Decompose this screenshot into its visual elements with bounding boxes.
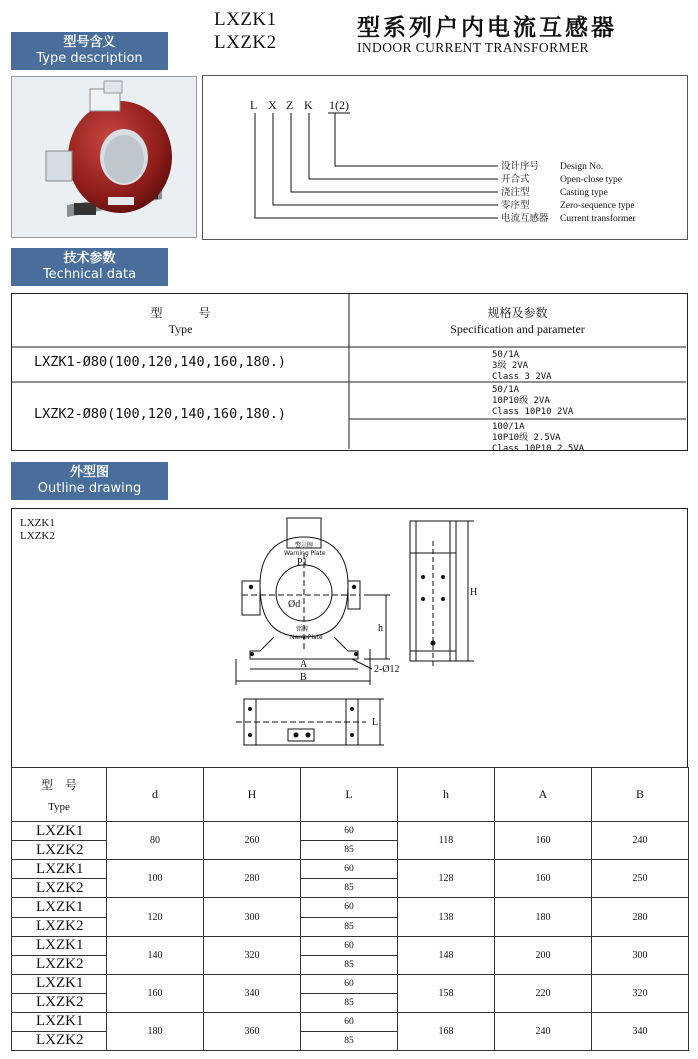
tech-spec-block bbox=[492, 350, 552, 383]
dims-cell-H: 300 bbox=[204, 898, 301, 936]
dims-cell-L: 60 bbox=[301, 822, 398, 841]
outline-drawing-box bbox=[11, 508, 688, 768]
dims-cell-d: 120 bbox=[107, 898, 204, 936]
dims-cell-h: 148 bbox=[398, 936, 495, 974]
dims-cell-B: 240 bbox=[592, 822, 689, 860]
dims-header-row bbox=[12, 768, 689, 822]
dim-b: B bbox=[300, 672, 307, 683]
dims-cell-H: 360 bbox=[204, 1012, 301, 1050]
dims-cell-L: 85 bbox=[301, 841, 398, 860]
name-plate-cn: 铭牌 bbox=[296, 626, 309, 633]
banner-cn: 技术参数 bbox=[63, 251, 116, 266]
banner-cn: 型号含义 bbox=[63, 35, 116, 50]
model-code-2: LXZK2 bbox=[214, 32, 277, 53]
dim-a: A bbox=[300, 659, 308, 670]
dims-header-A: A bbox=[495, 768, 592, 822]
dim-l: L bbox=[372, 717, 379, 728]
dims-cell-B: 300 bbox=[592, 936, 689, 974]
designation-row-cn: 开合式 bbox=[501, 174, 530, 185]
dims-cell-L: 60 bbox=[301, 1012, 398, 1031]
dims-cell-h: 118 bbox=[398, 822, 495, 860]
dims-cell-L: 60 bbox=[301, 860, 398, 879]
dims-cell-H: 260 bbox=[204, 822, 301, 860]
tech-header-type-cn: 型 号 bbox=[150, 306, 211, 320]
dims-cell-B: 280 bbox=[592, 898, 689, 936]
tech-spec-block bbox=[492, 422, 584, 455]
dims-model: LXZK1 bbox=[12, 822, 107, 841]
designation-row-en: Design No. bbox=[560, 162, 604, 172]
outline-drawing bbox=[12, 509, 686, 767]
model-codes bbox=[214, 8, 277, 54]
dims-cell-d: 140 bbox=[107, 936, 204, 974]
dims-header-type bbox=[12, 768, 107, 822]
product-photo bbox=[11, 76, 197, 238]
spec-line: Class 3 2VA bbox=[492, 372, 552, 382]
dims-cell-d: 100 bbox=[107, 860, 204, 898]
table-row bbox=[12, 974, 689, 993]
dims-cell-A: 220 bbox=[495, 974, 592, 1012]
banner-en: Outline drawing bbox=[37, 481, 142, 496]
table-row bbox=[12, 822, 689, 841]
designation-row-en: Open-close type bbox=[560, 175, 622, 185]
table-row bbox=[12, 936, 689, 955]
dims-header-h: h bbox=[398, 768, 495, 822]
designation-diagram-box bbox=[202, 75, 688, 240]
code-letter: Z bbox=[286, 98, 294, 112]
dims-header-type-en: Type bbox=[48, 801, 70, 814]
dims-model: LXZK1 bbox=[12, 936, 107, 955]
section-banner-outline-drawing bbox=[11, 462, 168, 500]
outline-model: LXZK1 bbox=[20, 517, 55, 529]
dims-cell-L: 85 bbox=[301, 1031, 398, 1050]
designation-row-cn: 设计序号 bbox=[501, 161, 540, 172]
model-code-1: LXZK1 bbox=[214, 9, 277, 30]
dims-cell-A: 200 bbox=[495, 936, 592, 974]
dims-cell-A: 160 bbox=[495, 860, 592, 898]
dims-cell-B: 340 bbox=[592, 1012, 689, 1050]
transformer-photo-illustration bbox=[12, 77, 197, 238]
spec-line: Class 10P10 2.5VA bbox=[492, 444, 585, 454]
spec-line: 10P10级 2VA bbox=[492, 396, 550, 406]
designation-row-cn: 电流互感器 bbox=[501, 213, 549, 224]
dims-header-L: L bbox=[301, 768, 398, 822]
dim-h-small: h bbox=[378, 623, 383, 634]
page-title-en: INDOOR CURRENT TRANSFORMER bbox=[357, 40, 589, 55]
spec-line: 10P10级 2.5VA bbox=[492, 433, 561, 443]
dims-cell-h: 158 bbox=[398, 974, 495, 1012]
dims-cell-H: 340 bbox=[204, 974, 301, 1012]
dims-cell-d: 80 bbox=[107, 822, 204, 860]
dim-holes: 2-Ø12 bbox=[374, 664, 400, 675]
outline-model: LXZK2 bbox=[20, 530, 55, 542]
name-plate-en: NamePlate bbox=[290, 634, 323, 641]
table-row bbox=[12, 860, 689, 879]
designation-row-cn: 浇注型 bbox=[501, 187, 530, 198]
dims-model: LXZK2 bbox=[12, 1031, 107, 1050]
spec-line: 3级 2VA bbox=[492, 361, 529, 371]
dims-cell-L: 60 bbox=[301, 974, 398, 993]
spec-line: Class 10P10 2VA bbox=[492, 407, 574, 417]
table-row bbox=[12, 1012, 689, 1031]
dims-cell-L: 60 bbox=[301, 936, 398, 955]
dims-cell-L: 85 bbox=[301, 917, 398, 936]
dims-model: LXZK2 bbox=[12, 993, 107, 1012]
tech-row-model: LXZK2-Ø80(100,120,140,160,180.) bbox=[34, 406, 286, 422]
dims-model: LXZK2 bbox=[12, 841, 107, 860]
spec-line: 100/1A bbox=[492, 422, 525, 432]
dims-cell-h: 138 bbox=[398, 898, 495, 936]
dims-cell-h: 128 bbox=[398, 860, 495, 898]
dims-cell-L: 85 bbox=[301, 955, 398, 974]
warning-plate-cn: 警示牌 bbox=[295, 542, 314, 549]
tech-header-spec-en: Specification and parameter bbox=[450, 322, 585, 336]
dims-model: LXZK1 bbox=[12, 898, 107, 917]
designation-row-en: Zero-sequence type bbox=[560, 201, 635, 211]
dims-header-d: d bbox=[107, 768, 204, 822]
dims-cell-d: 180 bbox=[107, 1012, 204, 1050]
dims-model: LXZK2 bbox=[12, 879, 107, 898]
dims-cell-h: 168 bbox=[398, 1012, 495, 1050]
dims-cell-H: 320 bbox=[204, 936, 301, 974]
dims-model: LXZK1 bbox=[12, 974, 107, 993]
tech-row-model: LXZK1-Ø80(100,120,140,160,180.) bbox=[34, 354, 286, 370]
page-title-cn: 型系列户内电流互感器 bbox=[357, 15, 617, 41]
designation-diagram bbox=[203, 76, 689, 241]
tech-spec-block bbox=[492, 385, 573, 418]
dims-cell-d: 160 bbox=[107, 974, 204, 1012]
designation-row-en: Casting type bbox=[560, 188, 608, 198]
banner-en: Type description bbox=[36, 51, 143, 66]
designation-row-en: Current transformer bbox=[560, 214, 636, 224]
dims-model: LXZK1 bbox=[12, 1012, 107, 1031]
dims-cell-L: 60 bbox=[301, 898, 398, 917]
banner-en: Technical data bbox=[42, 267, 137, 282]
code-letter: K bbox=[304, 98, 313, 112]
technical-data-table bbox=[11, 293, 688, 454]
dims-model: LXZK1 bbox=[12, 860, 107, 879]
dims-header-H: H bbox=[204, 768, 301, 822]
dimensions-table bbox=[11, 767, 689, 1051]
code-letter: X bbox=[268, 98, 277, 112]
designation-row-cn: 零序型 bbox=[501, 200, 530, 211]
dims-cell-A: 240 bbox=[495, 1012, 592, 1050]
dims-model: LXZK2 bbox=[12, 955, 107, 974]
section-banner-type-description bbox=[11, 32, 168, 70]
banner-cn: 外型图 bbox=[69, 465, 109, 480]
dims-cell-H: 280 bbox=[204, 860, 301, 898]
dims-cell-L: 85 bbox=[301, 993, 398, 1012]
tech-header-type-en: Type bbox=[168, 322, 193, 336]
code-letter: L bbox=[250, 98, 258, 112]
code-letter: 1(2) bbox=[329, 98, 349, 112]
table-row bbox=[12, 898, 689, 917]
label-d: Ød bbox=[288, 599, 301, 610]
dims-cell-L: 85 bbox=[301, 879, 398, 898]
dims-header-B: B bbox=[592, 768, 689, 822]
dim-h-large: H bbox=[470, 587, 478, 598]
dims-cell-A: 180 bbox=[495, 898, 592, 936]
dims-model: LXZK2 bbox=[12, 917, 107, 936]
dims-cell-A: 160 bbox=[495, 822, 592, 860]
dims-cell-B: 250 bbox=[592, 860, 689, 898]
dims-cell-B: 320 bbox=[592, 974, 689, 1012]
spec-line: 50/1A bbox=[492, 385, 520, 395]
section-banner-technical-data bbox=[11, 248, 168, 286]
spec-line: 50/1A bbox=[492, 350, 520, 360]
tech-header-spec-cn: 规格及参数 bbox=[487, 306, 548, 320]
dims-header-type-cn: 型 号 bbox=[40, 778, 77, 793]
label-p1: P1 bbox=[297, 557, 308, 568]
warning-plate-en: Warning Plate bbox=[284, 550, 326, 557]
